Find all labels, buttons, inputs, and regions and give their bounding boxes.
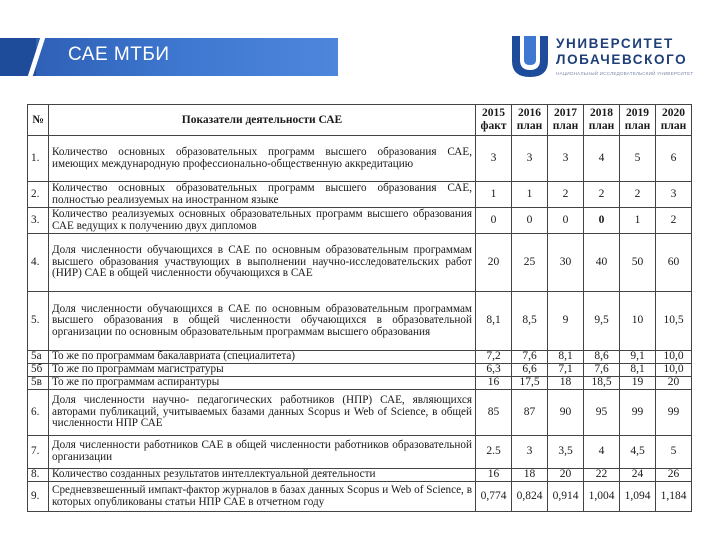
table-row (28, 234, 692, 292)
table-row (28, 182, 692, 208)
table-row (28, 208, 692, 234)
university-logo-icon (510, 34, 550, 78)
row-indicator: Количество созданных результатов интеллектуальной деятельности (49, 469, 476, 482)
row-value: 6 (656, 136, 692, 182)
row-value: 40 (584, 234, 620, 292)
row-value: 2.5 (476, 436, 512, 469)
row-value: 20 (476, 234, 512, 292)
row-value: 60 (656, 234, 692, 292)
row-value: 0,774 (476, 482, 512, 512)
row-value: 4 (584, 136, 620, 182)
row-num: 7. (28, 436, 49, 469)
row-value: 3 (512, 436, 548, 469)
row-value: 99 (620, 390, 656, 436)
row-value: 7,6 (584, 364, 620, 377)
row-value: 7,1 (548, 364, 584, 377)
row-indicator: Доля численности научно- педагогических работников (НПР) САЕ, являющихся авторами публикаций, учитываемых базами данных Scopus и Web of Science, в общей численности НПР САЕ (49, 390, 476, 436)
row-value: 6,3 (476, 364, 512, 377)
row-value: 8,1 (548, 351, 584, 364)
row-value: 1 (512, 182, 548, 208)
header-year-2019: 2019 план (620, 105, 656, 136)
row-value: 8,6 (584, 351, 620, 364)
row-value: 1 (620, 208, 656, 234)
table-row (28, 364, 692, 377)
row-value: 7,6 (512, 351, 548, 364)
logo-line-1: УНИВЕРСИТЕТ (556, 36, 674, 51)
table-row (28, 436, 692, 469)
row-indicator: Доля численности обучающихся в САЕ по основным образовательным программам высшего образования участвующих в выполнении научно-исследовательских работ (НИР) САЕ в общей численности обучающихся в САЕ (49, 234, 476, 292)
row-value: 0,914 (548, 482, 584, 512)
row-value: 3 (512, 136, 548, 182)
row-num: 5б (28, 364, 49, 377)
header-year-2018: 2018 план (584, 105, 620, 136)
table-row (28, 136, 692, 182)
row-value: 18 (512, 469, 548, 482)
row-num: 5а (28, 351, 49, 364)
row-value: 22 (584, 469, 620, 482)
row-value: 0 (476, 208, 512, 234)
row-value: 0,824 (512, 482, 548, 512)
row-value: 4,5 (620, 436, 656, 469)
table-row (28, 377, 692, 390)
row-value: 85 (476, 390, 512, 436)
row-indicator: То же по программам бакалавриата (специалитета) (49, 351, 476, 364)
row-value: 0 (584, 208, 620, 234)
row-value: 18,5 (584, 377, 620, 390)
row-value: 17,5 (512, 377, 548, 390)
row-indicator: Доля численности обучающихся в САЕ по основным образовательным программам высшего образования в общей численности обучающихся в образовательной организации по основным образовательным программам высшего образования (49, 292, 476, 351)
row-value: 1 (476, 182, 512, 208)
header-year-2015: 2015 факт (476, 105, 512, 136)
header-year-2016: 2016 план (512, 105, 548, 136)
slide-title: САЕ МТБИ (68, 44, 170, 65)
row-value: 0 (512, 208, 548, 234)
header-num: № (28, 105, 49, 136)
row-value: 1,184 (656, 482, 692, 512)
indicators-table (27, 104, 692, 512)
row-value: 1,094 (620, 482, 656, 512)
row-value: 10,0 (656, 351, 692, 364)
row-value: 9,5 (584, 292, 620, 351)
table-row (28, 292, 692, 351)
row-value: 0 (548, 208, 584, 234)
row-num: 5в (28, 377, 49, 390)
row-value: 18 (548, 377, 584, 390)
row-value: 5 (620, 136, 656, 182)
row-num: 5. (28, 292, 49, 351)
table-row (28, 390, 692, 436)
row-value: 95 (584, 390, 620, 436)
row-value: 3 (476, 136, 512, 182)
row-value: 50 (620, 234, 656, 292)
row-indicator: То же по программам аспирантуры (49, 377, 476, 390)
table-row (28, 469, 692, 482)
row-value: 3 (656, 182, 692, 208)
table-row (28, 482, 692, 512)
row-num: 1. (28, 136, 49, 182)
row-num: 2. (28, 182, 49, 208)
row-value: 30 (548, 234, 584, 292)
table-header-row (28, 105, 692, 136)
row-value: 20 (656, 377, 692, 390)
row-value: 16 (476, 377, 512, 390)
row-indicator: Доля численности работников САЕ в общей численности работников образовательной организации (49, 436, 476, 469)
row-value: 20 (548, 469, 584, 482)
row-value: 10,5 (656, 292, 692, 351)
row-value: 25 (512, 234, 548, 292)
row-value: 6,6 (512, 364, 548, 377)
row-value: 2 (548, 182, 584, 208)
row-indicator: Количество основных образовательных программ высшего образования САЕ, имеющих международную профессионально-общественную аккредитацию (49, 136, 476, 182)
row-value: 90 (548, 390, 584, 436)
row-value: 99 (656, 390, 692, 436)
row-value: 1,004 (584, 482, 620, 512)
title-banner (0, 38, 338, 76)
row-value: 8,5 (512, 292, 548, 351)
row-value: 4 (584, 436, 620, 469)
row-num: 8. (28, 469, 49, 482)
row-indicator: Количество реализуемых основных образовательных программ высшего образования САЕ ведущих к получению двух дипломов (49, 208, 476, 234)
header-indicator: Показатели деятельности САЕ (49, 105, 476, 136)
row-value: 8,1 (620, 364, 656, 377)
row-num: 4. (28, 234, 49, 292)
row-value: 9 (548, 292, 584, 351)
row-value: 10,0 (656, 364, 692, 377)
university-logo (510, 32, 700, 84)
header-year-2017: 2017 план (548, 105, 584, 136)
row-value: 7,2 (476, 351, 512, 364)
row-value: 8,1 (476, 292, 512, 351)
row-indicator: Средневзвешенный импакт-фактор журналов в базах данных Scopus и Web of Science, в которых опубликованы статьи НПР САЕ в отчетном году (49, 482, 476, 512)
row-num: 9. (28, 482, 49, 512)
row-value: 3,5 (548, 436, 584, 469)
row-value: 19 (620, 377, 656, 390)
table-row (28, 351, 692, 364)
header-year-2020: 2020 план (656, 105, 692, 136)
row-value: 2 (584, 182, 620, 208)
logo-line-2: ЛОБАЧЕВСКОГО (556, 52, 688, 67)
row-value: 2 (620, 182, 656, 208)
row-indicator: То же по программам магистратуры (49, 364, 476, 377)
row-value: 87 (512, 390, 548, 436)
row-value: 3 (548, 136, 584, 182)
row-value: 10 (620, 292, 656, 351)
row-value: 16 (476, 469, 512, 482)
row-value: 5 (656, 436, 692, 469)
row-num: 6. (28, 390, 49, 436)
row-num: 3. (28, 208, 49, 234)
row-indicator: Количество основных образовательных программ высшего образования САЕ, полностью реализуемых на иностранном языке (49, 182, 476, 208)
logo-line-3: НАЦИОНАЛЬНЫЙ ИССЛЕДОВАТЕЛЬСКИЙ УНИВЕРСИТЕТ (556, 71, 694, 76)
row-value: 9,1 (620, 351, 656, 364)
row-value: 2 (656, 208, 692, 234)
row-value: 26 (656, 469, 692, 482)
row-value: 24 (620, 469, 656, 482)
